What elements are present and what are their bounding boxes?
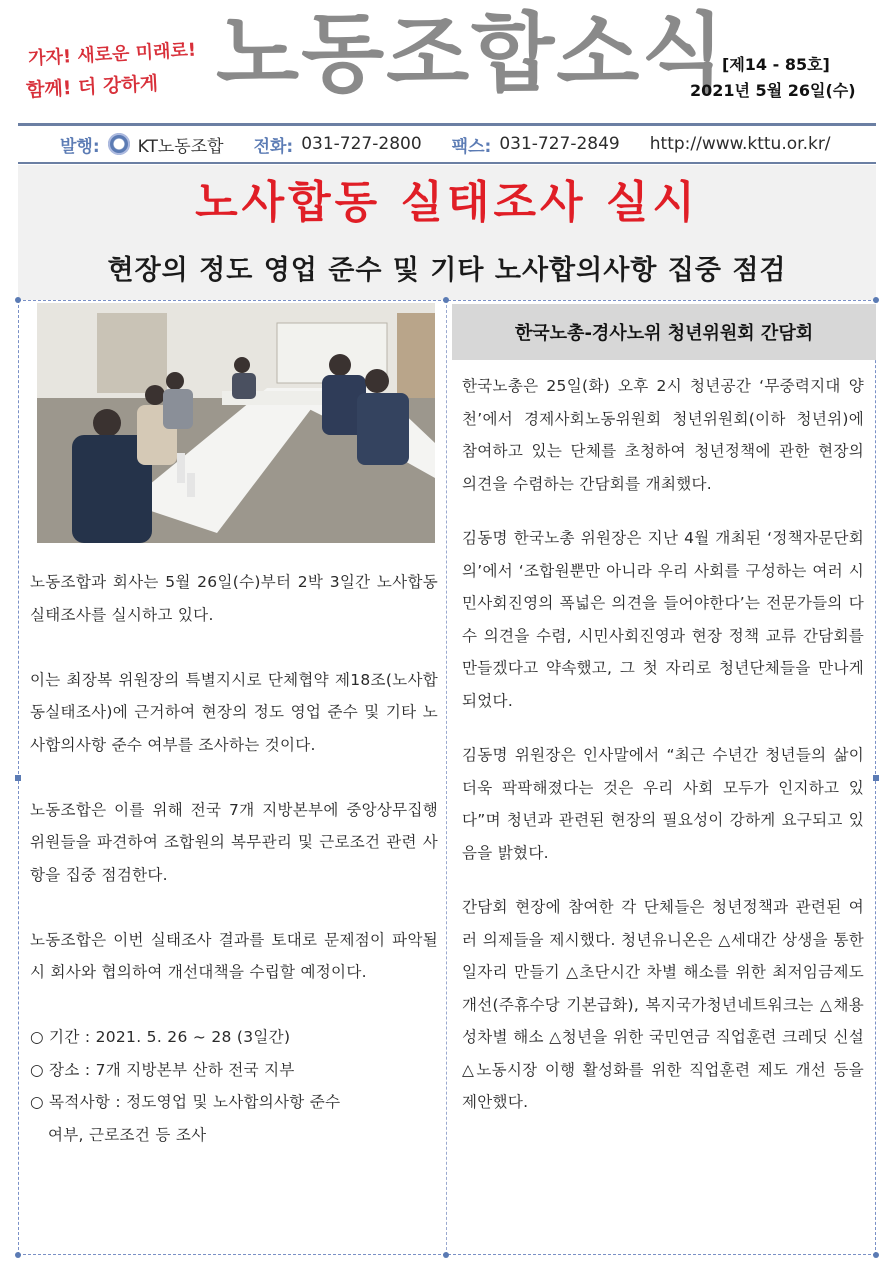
left-paragraph-3: 노동조합은 이를 위해 전국 7개 지방본부에 중앙상무집행위원들을 파견하여 조합원의 복무관리 및 근로조건 관련 사항을 집중 점검한다. (30, 800, 438, 884)
frame-handle-top-middle[interactable] (443, 297, 449, 303)
frame-handle-right-middle[interactable] (873, 775, 879, 781)
list-item-location: ○ 장소 : 7개 지방본부 산하 전국 지부 (30, 1060, 295, 1079)
left-paragraph-2: 이는 최장복 위원장의 특별지시로 단체협약 제18조(노사합동실태조사)에 근거하여 현장의 정도 영업 준수 및 기타 노사합의사항 준수 여부를 조사하는 것이다. (30, 670, 438, 754)
column-divider (446, 300, 447, 1255)
frame-handle-bottom-right[interactable] (873, 1252, 879, 1258)
frame-handle-bottom-middle[interactable] (443, 1252, 449, 1258)
masthead-rule-top (18, 123, 876, 126)
list-item-purpose: ○ 목적사항 : 정도영업 및 노사합의사항 준수 (30, 1093, 341, 1111)
frame-handle-left-middle[interactable] (15, 775, 21, 781)
frame-handle-top-right[interactable] (873, 297, 879, 303)
left-paragraph-1: 노동조합과 회사는 5월 26일(수)부터 2박 3일간 노사합동 실태조사를 실시하고 있다. (30, 573, 438, 624)
issue-date: 2021년 5월 26일(수) (690, 81, 856, 100)
publisher-info-bar (60, 130, 831, 158)
list-item-period: ○ 기간 : 2021. 5. 26 ~ 28 (3일간) (30, 1028, 291, 1046)
newsletter-title: 노동조합소식 (216, 4, 727, 104)
fax-label: 팩스: (451, 136, 492, 157)
right-paragraph-1: 한국노총은 25일(화) 오후 2시 청년공간 ‘무중력지대 양천’에서 경제사회노동위원회 청년위원회(이하 청년위)에 참여하고 있는 단체를 초청하여 청년정책에 관한 현장의 의견을 수렴하는 간담회를 개최했다. (462, 377, 864, 493)
meeting-photo (37, 303, 435, 543)
phone-number: 031-727-2800 (301, 134, 422, 154)
side-article-title: 한국노총-경사노위 청년위원회 간담회 (452, 304, 876, 360)
sub-headline: 현장의 정도 영업 준수 및 기타 노사합의사항 집중 점검 (107, 255, 787, 286)
right-paragraph-4: 간담회 현장에 참여한 각 단체들은 청년정책과 관련된 여러 의제들을 제시했다. 청년유니온은 △세대간 상생을 통한 일자리 만들기 △초단시간 차별 해소를 위한 최저임금제도 개선(주휴수당 기본급화), 복지국가청년네트워크는 △채용 성차별 해소 △청년을 위한 국민연금 직업훈련 크레딧 신설 △노동시장 이행 활성화를 위한 직업훈련 제도 개선 등을 제안했다. (462, 898, 864, 1111)
frame-handle-bottom-left[interactable] (15, 1252, 21, 1258)
survey-details-list (30, 1021, 438, 1151)
list-item-purpose-continued: 여부, 근로조건 등 조사 (48, 1125, 207, 1144)
main-headline: 노사합동 실태조사 실시 (195, 177, 699, 228)
publisher-label: 발행: (60, 136, 100, 157)
issue-number: [제14 - 85호] (722, 55, 830, 74)
left-paragraph-4: 노동조합은 이번 실태조사 결과를 토대로 문제점이 파악될 시 회사와 협의하여 개선대책을 수립할 예정이다. (30, 930, 438, 981)
frame-handle-top-left[interactable] (15, 297, 21, 303)
left-article (30, 566, 438, 1151)
slogan-line-2: 함께! 더 강하게 (25, 72, 159, 102)
right-paragraph-2: 김동명 한국노총 위원장은 지난 4월 개최된 ‘정책자문단회의’에서 ‘조합원뿐만 아니라 우리 사회를 구성하는 여러 시민사회진영의 폭넓은 의견을 들어야한다’는 전문가들의 다수 의견을 수렴, 시민사회진영과 현장 정책 교류 간담회를 만들겠다고 약속했고, 그 첫 자리로 청년단체들을 만나게 되었다. (462, 529, 864, 710)
kt-union-flower-logo-icon (108, 133, 130, 155)
masthead-rule-bottom (18, 162, 876, 164)
right-paragraph-3: 김동명 위원장은 인사말에서 “최근 수년간 청년들의 삶이 더욱 팍팍해졌다는 것은 우리 사회 모두가 인지하고 있다”며 청년과 관련된 현장의 필요성이 강하게 요구되고 있음을 밝혔다. (462, 746, 864, 862)
website-link[interactable]: http://www.kttu.or.kr/ (649, 134, 831, 154)
fax-number: 031-727-2849 (499, 134, 620, 154)
slogan-line-1: 가자! 새로운 미래로! (27, 39, 197, 70)
publisher-name: KT노동조합 (137, 136, 224, 157)
right-article (462, 370, 864, 1141)
phone-label: 전화: (253, 136, 294, 157)
